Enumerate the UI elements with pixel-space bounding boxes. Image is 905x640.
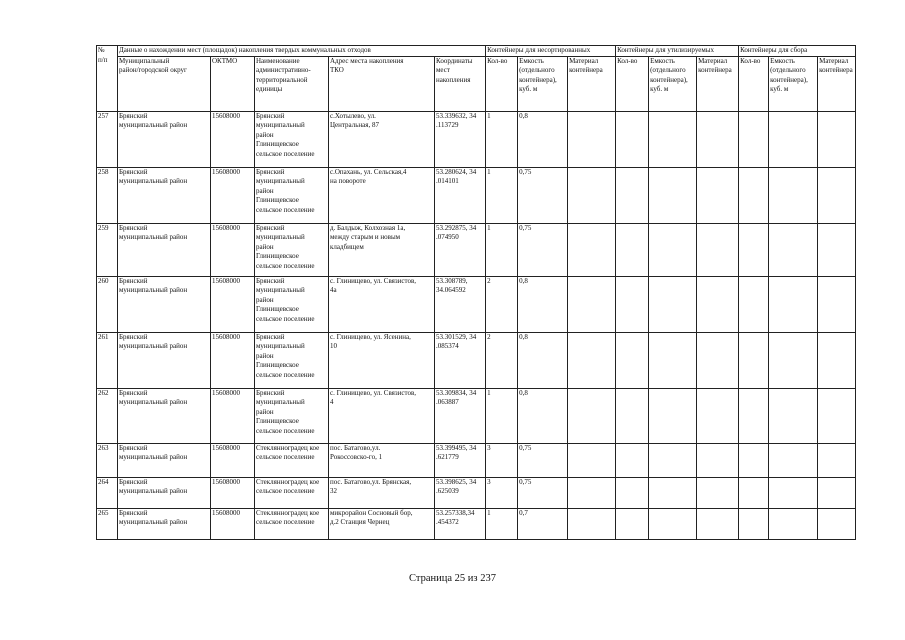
cell-address: пос. Батагово,ул. Брянская, 32	[329, 477, 435, 508]
cell-empty	[769, 167, 818, 223]
cell-num: 258	[97, 167, 118, 223]
header-num: № п/п	[97, 46, 118, 112]
cell-municipality: Брянский муниципальный район	[118, 111, 211, 167]
header-group-unsorted: Контейнеры для несортированных	[486, 46, 616, 57]
cell-empty	[818, 111, 856, 167]
cell-empty	[616, 388, 649, 443]
cell-empty	[739, 443, 769, 477]
cell-admin-unit: Брянский муниципальный район Глинищевское сельское поселение	[255, 111, 329, 167]
cell-admin-unit: Стеклянноградец кое сельское поселение	[255, 508, 329, 539]
header-row-groups	[97, 46, 856, 57]
cell-admin-unit: Брянский муниципальный район Глинищевское сельское поселение	[255, 167, 329, 223]
cell-coords: 53.339632, 34 .113729	[435, 111, 486, 167]
cell-coords: 53.257338,34 .454372	[435, 508, 486, 539]
cell-oktmo: 15608000	[211, 443, 255, 477]
cell-empty	[568, 508, 616, 539]
cell-num: 265	[97, 508, 118, 539]
cell-capacity: 0,75	[518, 167, 568, 223]
cell-empty	[697, 167, 739, 223]
header-qty-2: Кол-во	[616, 56, 649, 111]
cell-num: 261	[97, 332, 118, 388]
cell-num: 264	[97, 477, 118, 508]
cell-empty	[649, 332, 697, 388]
cell-empty	[739, 477, 769, 508]
cell-oktmo: 15608000	[211, 332, 255, 388]
cell-address: с.Опахань, ул. Сельская,4 на повороте	[329, 167, 435, 223]
cell-empty	[616, 167, 649, 223]
cell-municipality: Брянский муниципальный район	[118, 388, 211, 443]
cell-empty	[649, 111, 697, 167]
header-qty-1: Кол-во	[486, 56, 518, 111]
cell-oktmo: 15608000	[211, 508, 255, 539]
cell-empty	[818, 223, 856, 276]
cell-coords: 53.301529, 34 .085374	[435, 332, 486, 388]
cell-empty	[818, 508, 856, 539]
cell-capacity: 0,8	[518, 388, 568, 443]
cell-empty	[697, 223, 739, 276]
cell-empty	[739, 167, 769, 223]
cell-empty	[769, 388, 818, 443]
cell-empty	[616, 443, 649, 477]
header-address: Адрес места накопления ТКО	[329, 56, 435, 111]
cell-oktmo: 15608000	[211, 276, 255, 332]
cell-address: с. Глинищево, ул. Ясенина, 10	[329, 332, 435, 388]
cell-admin-unit: Стеклянноградец кое сельское поселение	[255, 443, 329, 477]
table-row	[97, 167, 856, 223]
cell-qty: 1	[486, 388, 518, 443]
cell-empty	[697, 477, 739, 508]
cell-empty	[616, 223, 649, 276]
header-material-3: Материал контейнера	[818, 56, 856, 111]
table-row	[97, 388, 856, 443]
header-capacity-3: Емкость (отдельного контейнера), куб. м	[769, 56, 818, 111]
cell-empty	[769, 477, 818, 508]
cell-capacity: 0,75	[518, 477, 568, 508]
cell-oktmo: 15608000	[211, 223, 255, 276]
cell-empty	[769, 508, 818, 539]
cell-empty	[697, 332, 739, 388]
cell-qty: 3	[486, 477, 518, 508]
cell-coords: 53.309834, 34 .063887	[435, 388, 486, 443]
cell-municipality: Брянский муниципальный район	[118, 276, 211, 332]
cell-qty: 2	[486, 276, 518, 332]
cell-empty	[697, 111, 739, 167]
cell-capacity: 0,75	[518, 223, 568, 276]
cell-empty	[616, 111, 649, 167]
cell-empty	[739, 388, 769, 443]
cell-num: 263	[97, 443, 118, 477]
cell-empty	[568, 223, 616, 276]
cell-capacity: 0,7	[518, 508, 568, 539]
cell-address: д. Балдыж, Колхозная 1а, между старым и новым кладбищем	[329, 223, 435, 276]
header-coords: Координаты мест накопления	[435, 56, 486, 111]
cell-empty	[769, 223, 818, 276]
cell-empty	[568, 332, 616, 388]
cell-empty	[649, 388, 697, 443]
table-row	[97, 332, 856, 388]
header-qty-3: Кол-во	[739, 56, 769, 111]
cell-empty	[739, 111, 769, 167]
table-row	[97, 111, 856, 167]
cell-empty	[769, 332, 818, 388]
cell-oktmo: 15608000	[211, 167, 255, 223]
cell-empty	[739, 508, 769, 539]
cell-num: 260	[97, 276, 118, 332]
cell-empty	[818, 388, 856, 443]
cell-empty	[568, 477, 616, 508]
cell-municipality: Брянский муниципальный район	[118, 508, 211, 539]
cell-municipality: Брянский муниципальный район	[118, 223, 211, 276]
cell-num: 257	[97, 111, 118, 167]
cell-coords: 53.399495, 34 .621779	[435, 443, 486, 477]
cell-empty	[818, 443, 856, 477]
cell-address: пос. Батагово,ул. Рокоссовско-го, 1	[329, 443, 435, 477]
cell-capacity: 0,75	[518, 443, 568, 477]
cell-address: с.Хотылево, ул. Центральная, 87	[329, 111, 435, 167]
cell-empty	[739, 223, 769, 276]
cell-oktmo: 15608000	[211, 111, 255, 167]
cell-qty: 2	[486, 332, 518, 388]
cell-empty	[568, 167, 616, 223]
header-material-1: Материал контейнера	[568, 56, 616, 111]
cell-qty: 1	[486, 167, 518, 223]
cell-empty	[568, 388, 616, 443]
cell-empty	[697, 443, 739, 477]
table-row	[97, 477, 856, 508]
cell-empty	[649, 276, 697, 332]
table-row	[97, 223, 856, 276]
cell-empty	[697, 276, 739, 332]
cell-empty	[818, 167, 856, 223]
cell-empty	[818, 332, 856, 388]
header-material-2: Материал контейнера	[697, 56, 739, 111]
cell-qty: 1	[486, 111, 518, 167]
cell-empty	[769, 443, 818, 477]
header-group-site-data: Данные о нахождении мест (площадок) накопления твердых коммунальных отходов	[118, 46, 486, 57]
cell-admin-unit: Брянский муниципальный район Глинищевское сельское поселение	[255, 276, 329, 332]
cell-empty	[649, 223, 697, 276]
header-capacity-2: Емкость (отдельного контейнера), куб. м	[649, 56, 697, 111]
table-row	[97, 276, 856, 332]
cell-empty	[649, 167, 697, 223]
header-oktmo: ОКТМО	[211, 56, 255, 111]
cell-empty	[568, 111, 616, 167]
cell-empty	[568, 443, 616, 477]
cell-empty	[616, 477, 649, 508]
cell-empty	[616, 332, 649, 388]
cell-empty	[769, 276, 818, 332]
cell-municipality: Брянский муниципальный район	[118, 443, 211, 477]
cell-empty	[769, 111, 818, 167]
cell-empty	[697, 388, 739, 443]
cell-num: 259	[97, 223, 118, 276]
header-capacity-1: Емкость (отдельного контейнера), куб. м	[518, 56, 568, 111]
cell-empty	[818, 276, 856, 332]
cell-address: микрорайон Сосновый бор, д.2 Станция Чернец	[329, 508, 435, 539]
table-row	[97, 443, 856, 477]
cell-num: 262	[97, 388, 118, 443]
header-municipality: Муниципальный район/городской округ	[118, 56, 211, 111]
cell-capacity: 0,8	[518, 276, 568, 332]
header-group-recyclable: Контейнеры для утилизируемых	[616, 46, 739, 57]
header-group-collection: Контейнеры для сбора	[739, 46, 856, 57]
cell-capacity: 0,8	[518, 332, 568, 388]
cell-address: с. Глинищево, ул. Связистов, 4а	[329, 276, 435, 332]
cell-empty	[616, 508, 649, 539]
cell-oktmo: 15608000	[211, 388, 255, 443]
cell-qty: 1	[486, 223, 518, 276]
cell-admin-unit: Брянский муниципальный район Глинищевское сельское поселение	[255, 332, 329, 388]
cell-admin-unit: Стеклянноградец кое сельское поселение	[255, 477, 329, 508]
cell-municipality: Брянский муниципальный район	[118, 477, 211, 508]
page-number: Страница 25 из 237	[409, 573, 496, 584]
cell-municipality: Брянский муниципальный район	[118, 167, 211, 223]
cell-empty	[649, 477, 697, 508]
cell-qty: 3	[486, 443, 518, 477]
cell-municipality: Брянский муниципальный район	[118, 332, 211, 388]
cell-empty	[649, 508, 697, 539]
header-admin-unit: Наименование административно- территориальной единицы	[255, 56, 329, 111]
cell-qty: 1	[486, 508, 518, 539]
cell-capacity: 0,8	[518, 111, 568, 167]
cell-coords: 53.308789, 34.064592	[435, 276, 486, 332]
cell-coords: 53.398625, 34 .625039	[435, 477, 486, 508]
cell-empty	[649, 443, 697, 477]
cell-empty	[739, 276, 769, 332]
cell-address: с. Глинищево, ул. Связистов, 4	[329, 388, 435, 443]
header-row-columns	[97, 56, 856, 111]
cell-empty	[739, 332, 769, 388]
cell-admin-unit: Брянский муниципальный район Глинищевское сельское поселение	[255, 223, 329, 276]
cell-admin-unit: Брянский муниципальный район Глинищевское сельское поселение	[255, 388, 329, 443]
waste-sites-table	[96, 45, 856, 540]
cell-coords: 53.280624, 34 .014101	[435, 167, 486, 223]
cell-empty	[697, 508, 739, 539]
cell-oktmo: 15608000	[211, 477, 255, 508]
cell-coords: 53.292875, 34 .074950	[435, 223, 486, 276]
cell-empty	[818, 477, 856, 508]
cell-empty	[568, 276, 616, 332]
cell-empty	[616, 276, 649, 332]
table-row	[97, 508, 856, 539]
